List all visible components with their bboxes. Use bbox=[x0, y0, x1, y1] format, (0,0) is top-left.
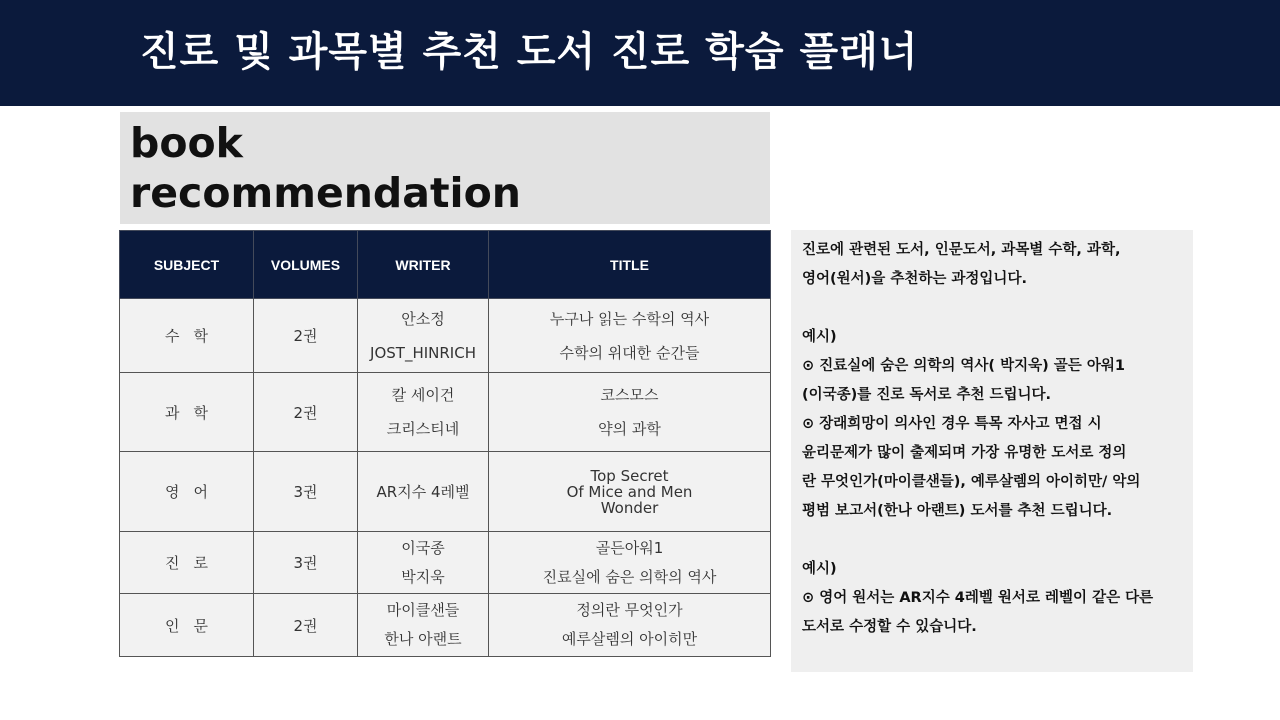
column-header-volumes: VOLUMES bbox=[254, 231, 358, 299]
writer-name: 안소정 bbox=[401, 309, 445, 328]
description-line bbox=[802, 294, 1187, 323]
table-row bbox=[120, 594, 771, 657]
writer-name: JOST_HINRICH bbox=[370, 343, 476, 362]
section-heading-line-2: recommendation bbox=[130, 169, 521, 217]
description-line: (이국종)를 진로 독서로 추천 드립니다. bbox=[802, 387, 1052, 403]
title-cell bbox=[489, 299, 771, 373]
book-title: 수학의 위대한 순간들 bbox=[559, 343, 700, 362]
subject-cell: 영어 bbox=[120, 452, 254, 532]
column-header-title: TITLE bbox=[489, 231, 771, 299]
volumes-cell: 2권 bbox=[254, 373, 358, 452]
title-banner bbox=[0, 0, 1280, 106]
description-line: 진로에 관련된 도서, 인문도서, 과목별 수학, 과학, bbox=[802, 242, 1121, 258]
book-title: 예루살렘의 아이히만 bbox=[561, 630, 698, 648]
column-header-subject: SUBJECT bbox=[120, 231, 254, 299]
title-cell bbox=[489, 373, 771, 452]
writer-cell bbox=[358, 299, 489, 373]
description-line: 예시) bbox=[802, 329, 837, 345]
writer-cell bbox=[358, 373, 489, 452]
title-cell bbox=[489, 532, 771, 594]
table-header-row bbox=[120, 231, 771, 299]
book-title: 진료실에 숨은 의학의 역사 bbox=[542, 567, 717, 586]
table-row bbox=[120, 452, 771, 532]
description-line bbox=[802, 526, 1187, 555]
book-title: 약의 과학 bbox=[598, 420, 661, 438]
table-row bbox=[120, 532, 771, 594]
description-text bbox=[802, 236, 1187, 642]
section-heading-box bbox=[120, 112, 770, 224]
title-cell bbox=[489, 594, 771, 657]
book-title: 코스모스 bbox=[600, 386, 659, 404]
writer-cell: AR지수 4레벨 bbox=[358, 452, 489, 532]
writer-name: 이국종 bbox=[401, 538, 445, 557]
book-title: Top Secret bbox=[590, 466, 669, 485]
book-title: Wonder bbox=[600, 498, 659, 517]
writer-name: 한나 아랜트 bbox=[384, 630, 462, 648]
table-row bbox=[120, 299, 771, 373]
description-line: 도서로 수정할 수 있습니다. bbox=[802, 619, 977, 635]
subject-cell: 수학 bbox=[120, 299, 254, 373]
writer-cell bbox=[358, 594, 489, 657]
page-title: 진로 및 과목별 추천 도서 진로 학습 플래너 bbox=[140, 29, 919, 75]
description-panel bbox=[791, 230, 1193, 672]
description-line: ⊙ 진료실에 숨은 의학의 역사( 박지욱) 골든 아워1 bbox=[802, 358, 1125, 374]
subject-cell: 인문 bbox=[120, 594, 254, 657]
book-title: 누구나 읽는 수학의 역사 bbox=[549, 309, 710, 328]
description-line: 예시) bbox=[802, 561, 837, 577]
volumes-cell: 3권 bbox=[254, 452, 358, 532]
description-line: 윤리문제가 많이 출제되며 가장 유명한 도서로 정의 bbox=[802, 445, 1127, 461]
table-row bbox=[120, 373, 771, 452]
book-title: Of Mice and Men bbox=[566, 482, 693, 501]
subject-cell: 진로 bbox=[120, 532, 254, 594]
writer-name: 박지욱 bbox=[401, 567, 445, 586]
description-line: 평범 보고서(한나 아랜트) 도서를 추천 드립니다. bbox=[802, 503, 1113, 519]
description-line: 영어(원서)을 추천하는 과정입니다. bbox=[802, 271, 1027, 287]
subject-cell: 과학 bbox=[120, 373, 254, 452]
book-title: 골든아워1 bbox=[595, 538, 664, 557]
description-line: 란 무엇인가(마이클샌들), 예루살렘의 아이히만/ 악의 bbox=[802, 474, 1141, 490]
section-heading-line-1: book bbox=[130, 119, 243, 167]
writer-cell bbox=[358, 532, 489, 594]
volumes-cell: 3권 bbox=[254, 532, 358, 594]
title-cell bbox=[489, 452, 771, 532]
section-heading bbox=[130, 118, 521, 218]
writer-name: 크리스티네 bbox=[386, 420, 460, 438]
description-line: ⊙ 장래희망이 의사인 경우 특목 자사고 면접 시 bbox=[802, 416, 1102, 432]
book-title: 정의란 무엇인가 bbox=[576, 601, 683, 619]
volumes-cell: 2권 bbox=[254, 299, 358, 373]
volumes-cell: 2권 bbox=[254, 594, 358, 657]
writer-name: 칼 세이건 bbox=[391, 386, 455, 404]
description-line: ⊙ 영어 원서는 AR지수 4레벨 원서로 레벨이 같은 다른 bbox=[802, 590, 1154, 606]
writer-name: 마이클샌들 bbox=[386, 601, 460, 619]
column-header-writer: WRITER bbox=[358, 231, 489, 299]
book-table bbox=[119, 230, 771, 657]
